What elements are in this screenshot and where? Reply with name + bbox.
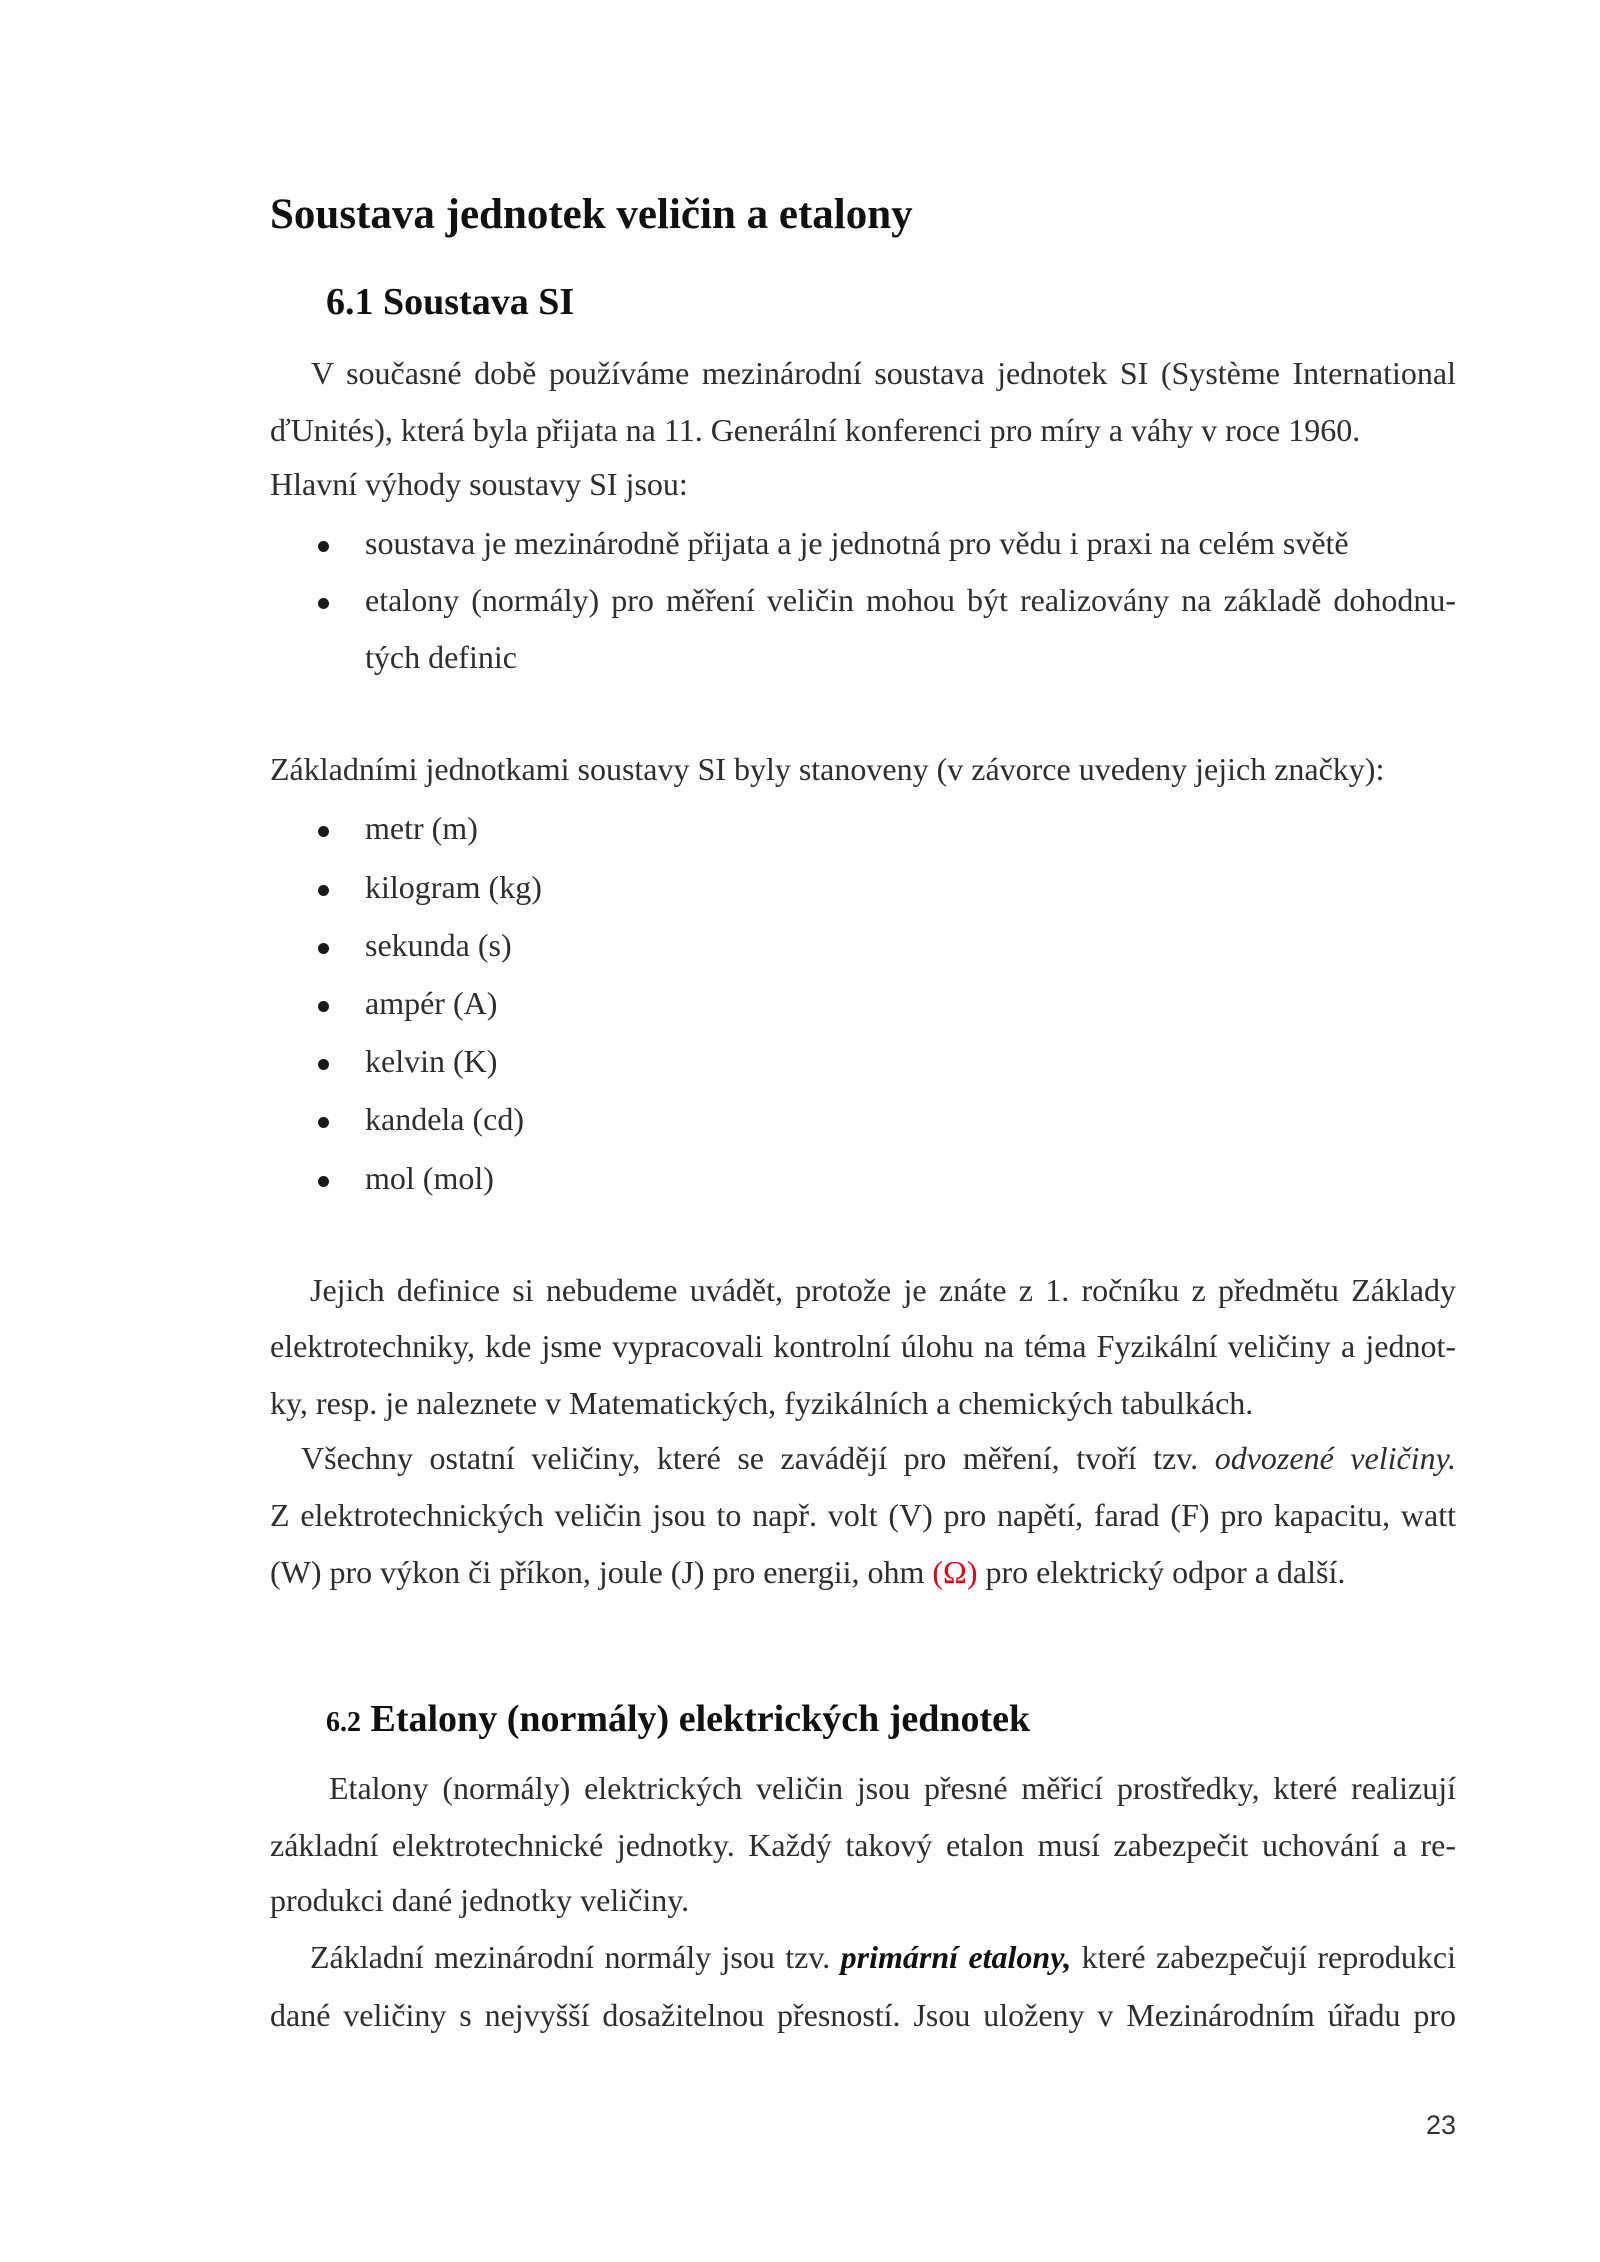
line-text: Základní mezinárodní normály jsou tzv. xyxy=(310,1939,841,1975)
bullet-icon xyxy=(318,1001,329,1012)
bullet-icon xyxy=(318,1117,329,1128)
bullet-icon xyxy=(318,885,329,896)
list-item-text: kandela (cd) xyxy=(365,1101,525,1137)
section-number: 6.2 xyxy=(326,1707,361,1738)
chapter-title: Soustava jednotek veličin a etalony xyxy=(270,191,913,238)
bullet-icon xyxy=(318,1059,329,1070)
paragraph-line: Z elektrotechnických veličin jsou to např. volt (V) pro napětí, farad (F) pro kapacitu, watt xyxy=(270,1497,1456,1533)
paragraph-line: elektrotechniky, kde jsme vypracovali kontrolní úlohu na téma Fyzikální veličiny a jednot- xyxy=(270,1328,1456,1364)
section-heading-6-2 xyxy=(326,1696,1030,1746)
paragraph-line: Jejich definice si nebudeme uvádět, protože je znáte z 1. ročníku z předmětu Základy xyxy=(310,1272,1456,1308)
bullet-icon xyxy=(318,826,329,837)
list-item-text: kilogram (kg) xyxy=(365,869,542,905)
paragraph-line: základní elektrotechnické jednotky. Každý takový etalon musí zabezpečit uchování a re- xyxy=(270,1827,1456,1863)
list-item-text: soustava je mezinárodně přijata a je jednotná pro vědu i praxi na celém světě xyxy=(365,525,1349,561)
bullet-icon xyxy=(318,541,329,552)
derived-quantities-term: odvozené veličiny. xyxy=(1214,1440,1457,1476)
primary-etalons-term: primární etalony, xyxy=(840,1939,1072,1975)
line-text: které zabezpečují reprodukci xyxy=(1071,1939,1457,1975)
list-item-text: mol (mol) xyxy=(365,1160,494,1196)
paragraph-line: produkci dané jednotky veličiny. xyxy=(270,1882,690,1918)
paragraph-line: ďUnités), která byla přijata na 11. Generální konferenci pro míry a váhy v roce 1960. xyxy=(270,412,1361,448)
list-item-text: kelvin (K) xyxy=(365,1043,498,1079)
paragraph-line: ky, resp. je naleznete v Matematických, fyzikálních a chemických tabulkách. xyxy=(270,1385,1254,1421)
bullet-icon xyxy=(318,598,329,609)
paragraph-line: V současné době používáme mezinárodní soustava jednotek SI (Système International xyxy=(311,355,1456,391)
paragraph-line xyxy=(270,1552,1345,1592)
list-item-text: tých definic xyxy=(365,639,517,675)
ohm-symbol: (Ω) xyxy=(932,1554,978,1590)
paragraph-line: Etalony (normály) elektrických veličin jsou přesné měřicí prostředky, které realizují xyxy=(329,1770,1456,1806)
line-text: Všechny ostatní veličiny, které se zavádějí pro měření, tvoří tzv. xyxy=(301,1440,1215,1476)
list-item-text: metr (m) xyxy=(365,810,478,846)
paragraph-line xyxy=(310,1937,1456,1977)
section-title: Etalony (normály) elektrických jednotek xyxy=(370,1698,1031,1740)
list-item-text: sekunda (s) xyxy=(365,927,512,963)
paragraph-line xyxy=(301,1438,1456,1478)
line-text: pro elektrický odpor a další. xyxy=(977,1554,1346,1590)
bullet-icon xyxy=(318,943,329,954)
paragraph-line: dané veličiny s nejvyšší dosažitelnou přesností. Jsou uloženy v Mezinárodním úřadu pro xyxy=(270,1997,1456,2033)
advantages-label: Hlavní výhody soustavy SI jsou: xyxy=(270,466,688,502)
list-item-text: ampér (A) xyxy=(365,985,498,1021)
line-text: (W) pro výkon či příkon, joule (J) pro energii, ohm xyxy=(270,1554,933,1590)
section-heading-6-1: 6.1 Soustava SI xyxy=(326,281,575,323)
base-units-label: Základními jednotkami soustavy SI byly stanoveny (v závorce uvedeny jejich značky): xyxy=(270,751,1385,787)
list-item-text: etalony (normály) pro měření veličin mohou být realizovány na základě dohodnu- xyxy=(365,582,1456,618)
page-number: 23 xyxy=(1425,2110,1456,2140)
bullet-icon xyxy=(318,1176,329,1187)
